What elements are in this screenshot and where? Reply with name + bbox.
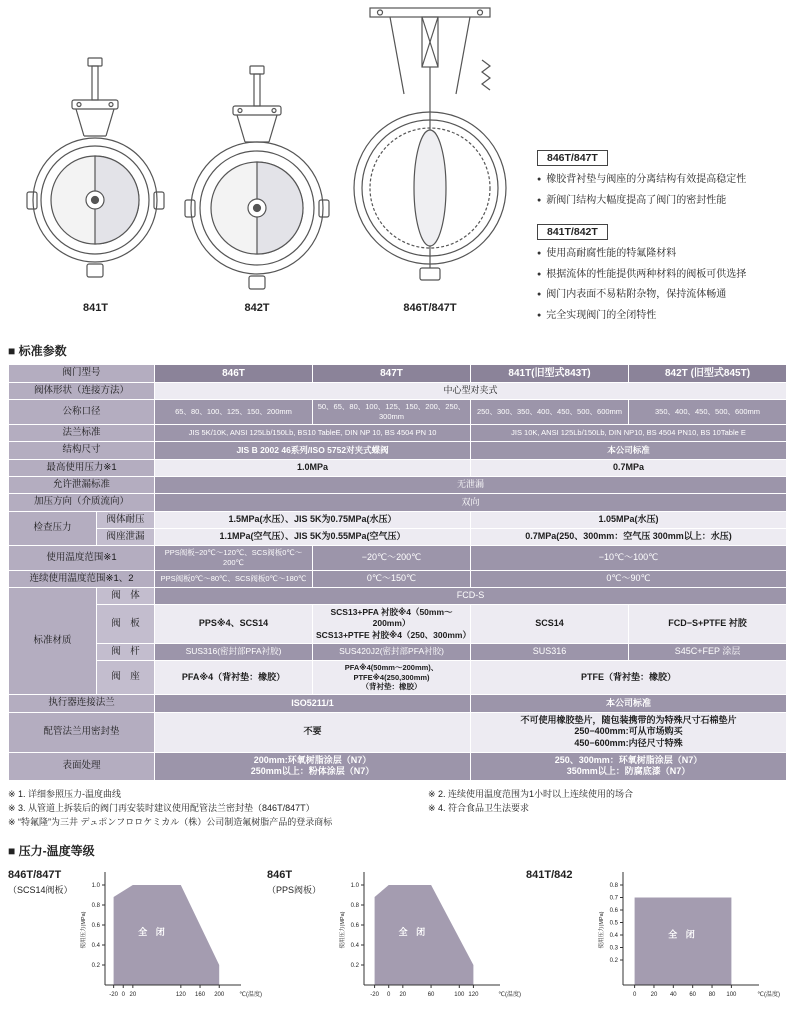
row-shape xyxy=(9,383,787,400)
y-tick-label: 0.5 xyxy=(609,920,618,927)
gasket-right-line3: 450−600mm:内径尺寸特殊 xyxy=(574,737,683,748)
cell-flange-right: JIS 10K, ANSI 125Lb/150Lb, DIN NP10, BS 4504 PN10, BS 10Table E xyxy=(471,424,787,441)
cell-direction-label: 加压方向（介质流向） xyxy=(9,494,155,511)
cell-temp-846t: PPS阀板−20℃〜120℃、SCS阀板0℃〜200℃ xyxy=(155,546,313,571)
cell-material-disc-847t xyxy=(313,605,471,643)
row-material-stem xyxy=(9,643,787,660)
x-tick-label: 80 xyxy=(708,991,716,998)
feature-bullet: ● 使用高耐腐性能的特氟隆材料 xyxy=(537,246,789,262)
spec-table xyxy=(8,364,787,781)
cell-material-disc-841t: SCS14 xyxy=(471,605,629,643)
pt-chart-841t-842 xyxy=(596,865,781,1005)
seat-847t-line1: PFA※4(50mm〜200mm)、PTFE※4(250,300mm) xyxy=(344,662,439,682)
cell-material-stem-sub: 阀 杆 xyxy=(97,643,155,660)
cell-actuator-label: 执行器连接法兰 xyxy=(9,695,155,712)
row-inspection-seat xyxy=(9,528,787,545)
cell-inspection-sub2-right: 0.7MPa(250、300mm：空气压 300mm以上：水压) xyxy=(471,528,787,545)
cell-leakage-label: 允许泄漏标准 xyxy=(9,476,155,493)
cell-material-stem-847t: SUS420J2(密封部PFA衬胶) xyxy=(313,643,471,660)
cell-model-842t: 842T (旧型式845T) xyxy=(629,365,787,383)
cell-model-847t: 847T xyxy=(313,365,471,383)
cell-inspection-sub1-left: 1.5MPa(水压）、JIS 5K为0.75MPa(水压） xyxy=(155,511,471,528)
valve-label-842t: 842T xyxy=(244,302,270,314)
cell-structure-label: 结构尺寸 xyxy=(9,442,155,459)
valve-label-841t: 841T xyxy=(82,302,109,314)
cell-material-stem-846t: SUS316(密封部PFA衬胶) xyxy=(155,643,313,660)
cell-flange-label: 法兰标准 xyxy=(9,424,155,441)
chart-block-846t xyxy=(267,865,522,1005)
y-axis-label: 使用压力(MPa) xyxy=(81,911,87,949)
row-size xyxy=(9,400,787,425)
cell-surface-right xyxy=(471,752,787,780)
cell-size-847t: 50、65、80、100、125、150、200、250、300mm xyxy=(313,400,471,425)
x-tick-label: 160 xyxy=(195,991,206,998)
cell-material-disc-842t: FCD−S+PTFE 衬胶 xyxy=(629,605,787,643)
x-tick-label: 0 xyxy=(121,991,125,998)
x-tick-label: 20 xyxy=(650,991,658,998)
footnote-3: ※ 3. 从管道上拆装后的阀门再安装时建议使用配管法兰密封垫（846T/847T） xyxy=(8,802,315,813)
cell-material-body-sub: 阀 体 xyxy=(97,588,155,605)
row-flange-standard xyxy=(9,424,787,441)
x-tick-label: 100 xyxy=(454,991,465,998)
x-tick-label: 20 xyxy=(399,991,407,998)
cell-maxp-right: 0.7MPa xyxy=(471,459,787,476)
y-tick-label: 0.2 xyxy=(609,957,618,964)
row-material-seat xyxy=(9,660,787,694)
cell-material-seat-right: PTFE（背衬垫：橡胶） xyxy=(471,660,787,694)
y-axis-label: 使用压力(MPa) xyxy=(599,911,605,949)
footnote-1: ※ 1. 详细参照压力-温度曲线 xyxy=(8,788,122,799)
x-axis-label: ℃(温度) xyxy=(498,991,521,998)
y-tick-label: 0.2 xyxy=(91,962,100,969)
row-material-disc xyxy=(9,605,787,643)
x-tick-label: 200 xyxy=(214,991,225,998)
x-tick-label: 120 xyxy=(175,991,186,998)
y-tick-label: 0.4 xyxy=(609,932,618,939)
y-tick-label: 1.0 xyxy=(91,882,100,889)
region-label: 全 闭 xyxy=(398,926,429,937)
y-tick-label: 1.0 xyxy=(350,882,359,889)
x-tick-label: 60 xyxy=(427,991,435,998)
cell-size-841t: 250、300、350、400、450、500、600mm xyxy=(471,400,629,425)
feature-group-title: 841T/842T xyxy=(537,224,608,240)
cell-actuator-left: ISO5211/1 xyxy=(155,695,471,712)
y-tick-label: 0.8 xyxy=(350,902,359,909)
cell-material-stem-841t: SUS316 xyxy=(471,643,629,660)
row-structure xyxy=(9,442,787,459)
chart-title: 841T/842 xyxy=(526,868,573,881)
row-pipe-gasket xyxy=(9,712,787,752)
row-cont-temp-range xyxy=(9,570,787,587)
footnotes xyxy=(8,788,787,830)
x-tick-label: -20 xyxy=(109,991,118,998)
cell-structure-left: JIS B 2002 46系列/ISO 5752对夹式蝶阀 xyxy=(155,442,471,459)
row-surface xyxy=(9,752,787,780)
cell-temp-847t: −20℃〜200℃ xyxy=(313,546,471,571)
feature-group-title: 846T/847T xyxy=(537,150,608,166)
chart-subtitle: （PPS阀板） xyxy=(267,884,322,895)
feature-bullet: ● 根据流体的性能提供两种材料的阀板可供选择 xyxy=(537,267,789,283)
cell-inspection-sub1: 阀体耐压 xyxy=(97,511,155,528)
cell-cont-temp-label: 连续使用温度范围※1、2 xyxy=(9,570,155,587)
region-label: 全 闭 xyxy=(138,926,168,937)
y-tick-label: 0.3 xyxy=(609,945,618,952)
x-tick-label: -20 xyxy=(370,991,379,998)
cell-actuator-right: 本公司标准 xyxy=(471,695,787,712)
main-content xyxy=(8,340,787,1005)
cell-size-label: 公称口径 xyxy=(9,400,155,425)
gasket-right-line1: 不可使用橡胶垫片，随包装携带的为特殊尺寸石棉垫片 xyxy=(520,714,737,725)
cell-material-stem-842t: S45C+FEP 涂层 xyxy=(629,643,787,660)
valve-drawing-841t xyxy=(18,52,173,297)
cell-gasket-right xyxy=(471,712,787,752)
feature-group-846t-847t xyxy=(537,148,789,208)
feature-bullet: ● 完全实现阀门的全闭特性 xyxy=(537,308,789,324)
region-label: 全 闭 xyxy=(668,929,698,940)
gasket-right-line2: 250−400mm:可从市场购买 xyxy=(574,726,683,737)
spec-section-title: ■ 标准参数 xyxy=(8,344,67,358)
cell-material-seat-847t xyxy=(313,660,471,694)
cell-size-842t: 350、400、450、500、600mm xyxy=(629,400,787,425)
features-panel xyxy=(537,148,789,337)
chart-block-846t-847t xyxy=(8,865,263,1005)
row-direction xyxy=(9,494,787,511)
row-material-body xyxy=(9,588,787,605)
valve-drawings xyxy=(0,0,535,340)
cell-model-846t: 846T xyxy=(155,365,313,383)
y-tick-label: 0.6 xyxy=(350,922,359,929)
disc-847t-line2: SCS13+PTFE 衬胶※4（250、300mm） xyxy=(316,629,471,640)
y-tick-label: 0.7 xyxy=(609,895,618,902)
cell-inspection-label: 检查压力 xyxy=(9,511,97,546)
seat-847t-line2: （背衬垫：橡胶） xyxy=(361,682,422,692)
x-tick-label: 60 xyxy=(689,991,697,998)
chart-title: 846T xyxy=(267,868,293,881)
y-tick-label: 0.6 xyxy=(91,922,100,929)
cell-material-disc-sub: 阀 板 xyxy=(97,605,155,643)
valve-label-846t-847t: 846T/847T xyxy=(403,302,457,314)
cell-surface-left xyxy=(155,752,471,780)
footnote-2: ※ 2. 连续使用温度范围为1小时以上连续使用的场合 xyxy=(428,788,634,799)
cell-material-label: 标准材质 xyxy=(9,588,97,695)
feature-group-841t-842t xyxy=(537,222,789,323)
cell-cont-temp-847t: 0℃〜150℃ xyxy=(313,570,471,587)
row-max-pressure xyxy=(9,459,787,476)
cell-cont-temp-right: 0℃〜90℃ xyxy=(471,570,787,587)
cell-model-label: 阀门型号 xyxy=(9,365,155,383)
surface-right-line1: 250、300mm：环氧树脂涂层（N7） xyxy=(554,754,703,765)
valve-drawing-842t xyxy=(172,62,342,302)
y-axis-label: 使用压力(MPa) xyxy=(340,911,346,949)
pt-chart-846t xyxy=(337,865,522,1005)
cell-maxp-label: 最高使用压力※1 xyxy=(9,459,155,476)
cell-shape-value: 中心型对夹式 xyxy=(155,383,787,400)
cell-material-seat-846t: PFA※4（背衬垫：橡胶） xyxy=(155,660,313,694)
x-axis-label: ℃(温度) xyxy=(239,991,262,998)
row-inspection-body xyxy=(9,511,787,528)
row-temp-range xyxy=(9,546,787,571)
cell-temp-label: 使用温度范围※1 xyxy=(9,546,155,571)
feature-bullet: ● 新阀门结构大幅度提高了阀门的密封性能 xyxy=(537,193,789,209)
cell-inspection-sub2-left: 1.1MPa(空气压）、JIS 5K为0.55MPa(空气压） xyxy=(155,528,471,545)
disc-847t-line1: SCS13+PFA 衬胶※4（50mm〜200mm） xyxy=(330,607,453,629)
surface-left-line1: 200mm:环氧树脂涂层（N7） xyxy=(253,754,372,765)
surface-left-line2: 250mm以上：粉体涂层（N7） xyxy=(250,766,375,777)
row-leakage xyxy=(9,476,787,493)
cell-structure-right: 本公司标准 xyxy=(471,442,787,459)
x-tick-label: 0 xyxy=(632,991,637,998)
x-tick-label: 100 xyxy=(726,991,737,998)
cell-leakage-value: 无泄漏 xyxy=(155,476,787,493)
pt-section-title: ■ 压力-温度等级 xyxy=(8,843,95,858)
y-tick-label: 0.4 xyxy=(91,942,100,949)
chart-block-841t-842 xyxy=(526,865,781,1005)
cell-inspection-sub1-right: 1.05MPa(水压) xyxy=(471,511,787,528)
footnote-trademark: ※ “特氟隆”为三井 デュポンフロロケミカル（株）公司制造氟树脂产品的登录商标 xyxy=(8,816,333,827)
cell-temp-right: −10℃〜100℃ xyxy=(471,546,787,571)
x-tick-label: 0 xyxy=(387,991,391,998)
pt-chart-846t-847t xyxy=(78,865,263,1005)
cell-cont-temp-846t: PPS阀板0℃〜80℃、SCS阀板0℃〜180℃ xyxy=(155,570,313,587)
x-tick-label: 20 xyxy=(129,991,137,998)
valve-drawing-846t-847t xyxy=(330,2,530,298)
y-tick-label: 0.8 xyxy=(609,882,618,889)
cell-surface-label: 表面处理 xyxy=(9,752,155,780)
cell-gasket-label: 配管法兰用密封垫 xyxy=(9,712,155,752)
cell-size-846t: 65、80、100、125、150、200mm xyxy=(155,400,313,425)
chart-subtitle: （SCS14阀板） xyxy=(8,884,73,895)
cell-flange-left: JIS 5K/10K, ANSI 125Lb/150Lb, BS10 TableE, DIN NP 10, BS 4504 PN 10 xyxy=(155,424,471,441)
cell-model-841t: 841T(旧型式843T) xyxy=(471,365,629,383)
closed-region xyxy=(635,897,732,985)
cell-inspection-sub2: 阀座泄漏 xyxy=(97,528,155,545)
row-actuator-flange xyxy=(9,695,787,712)
feature-bullet: ● 橡胶背衬垫与阀座的分离结构有效提高稳定性 xyxy=(537,172,789,188)
y-tick-label: 0.6 xyxy=(609,907,618,914)
x-tick-label: 40 xyxy=(669,991,677,998)
feature-bullet: ● 阀门内表面不易粘附杂物，保持流体畅通 xyxy=(537,287,789,303)
surface-right-line2: 350mm以上：防腐底漆（N7） xyxy=(566,766,691,777)
y-tick-label: 0.8 xyxy=(91,902,100,909)
cell-material-body-value: FCD-S xyxy=(155,588,787,605)
cell-shape-label: 阀体形状（连接方法） xyxy=(9,383,155,400)
cell-gasket-left: 不要 xyxy=(155,712,471,752)
cell-material-seat-sub: 阀 座 xyxy=(97,660,155,694)
cell-maxp-left: 1.0MPa xyxy=(155,459,471,476)
footnote-4: ※ 4. 符合食品卫生法要求 xyxy=(428,802,530,813)
row-model xyxy=(9,365,787,383)
x-axis-label: ℃(温度) xyxy=(757,991,780,998)
y-tick-label: 0.4 xyxy=(350,942,359,949)
y-tick-label: 0.2 xyxy=(350,962,359,969)
cell-material-disc-846t: PPS※4、SCS14 xyxy=(155,605,313,643)
pressure-temperature-charts xyxy=(8,865,787,1005)
x-tick-label: 120 xyxy=(468,991,479,998)
cell-direction-value: 双向 xyxy=(155,494,787,511)
chart-title: 846T/847T xyxy=(8,868,62,881)
